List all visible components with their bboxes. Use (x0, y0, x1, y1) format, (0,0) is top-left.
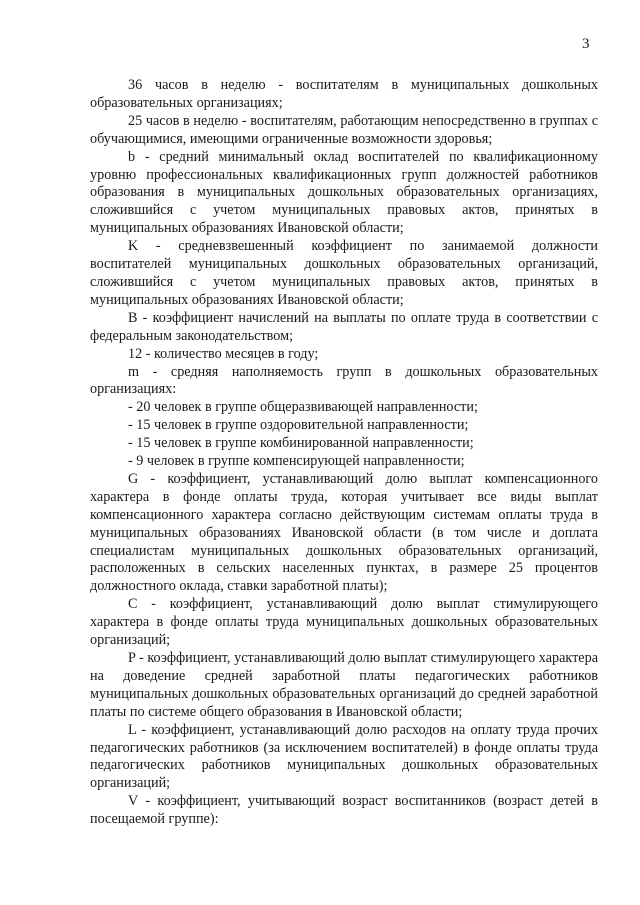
paragraph-m-definition: m - средняя наполняемость групп в дошкольных образовательных организациях: (90, 363, 598, 398)
paragraph-l-definition: L - коэффициент, устанавливающий долю расходов на оплату труда прочих педагогических работников (за исключением воспитателей) в фонде оплаты труда педагогических работников муниципальных дошкольных образовательных организаций; (90, 721, 598, 792)
paragraph-b-definition: b - средний минимальный оклад воспитателей по квалификационному уровню профессиональных квалификационных групп должностей работников образования в муниципальных дошкольных образовательных организациях, сложившийся с учетом муниципальных правовых актов, принятых в муниципальных образованиях Ивановской области; (90, 148, 598, 237)
document-body (90, 77, 598, 829)
paragraph-v-definition: V - коэффициент, учитывающий возраст воспитанников (возраст детей в посещаемой группе): (90, 793, 598, 828)
paragraph-hours-25: 25 часов в неделю - воспитателям, работающим непосредственно в группах с обучающимися, имеющими ограниченные возможности здоровья; (90, 112, 598, 147)
list-item-group-combined: - 15 человек в группе комбинированной направленности; (128, 435, 474, 452)
paragraph-k-definition: K - средневзвешенный коэффициент по занимаемой должности воспитателей муниципальных дошкольных образовательных организаций, сложившийся с учетом муниципальных правовых актов, принятых в муниципальных образованиях Ивановской области; (90, 238, 598, 308)
paragraph-b-coefficient: B - коэффициент начислений на выплаты по оплате труда в соответствии с федеральным законодательством; (90, 309, 598, 344)
paragraph-p-definition: P - коэффициент, устанавливающий долю выплат стимулирующего характера на доведение средней заработной платы педагогических работников муниципальных дошкольных образовательных организаций до средней заработной платы по системе общего образования в Ивановской области; (90, 650, 598, 720)
list-item-group-general: - 20 человек в группе общеразвивающей направленности; (128, 399, 478, 416)
list-item-group-health: - 15 человек в группе оздоровительной направленности; (128, 417, 469, 434)
list-item-group-compensating: - 9 человек в группе компенсирующей направленности; (128, 453, 465, 470)
paragraph-months: 12 - количество месяцев в году; (128, 345, 319, 362)
paragraph-c-definition: C - коэффициент, устанавливающий долю выплат стимулирующего характера в фонде оплаты труда муниципальных дошкольных образовательных организаций; (90, 596, 598, 649)
paragraph-hours-36: 36 часов в неделю - воспитателям в муниципальных дошкольных образовательных организациях; (90, 77, 598, 111)
page-number: 3 (582, 36, 590, 52)
paragraph-g-definition: G - коэффициент, устанавливающий долю выплат компенсационного характера в фонде оплаты труда, которая учитывает все виды выплат компенсационного характера согласно действующим системам оплаты труда в муниципальных образованиях Ивановской области (в том числе и доплата специалистам муниципальных дошкольных образовательных организаций, расположенных в сельских населенных пунктах, в размере 25 процентов должностного оклада, ставки заработной платы); (90, 470, 598, 595)
